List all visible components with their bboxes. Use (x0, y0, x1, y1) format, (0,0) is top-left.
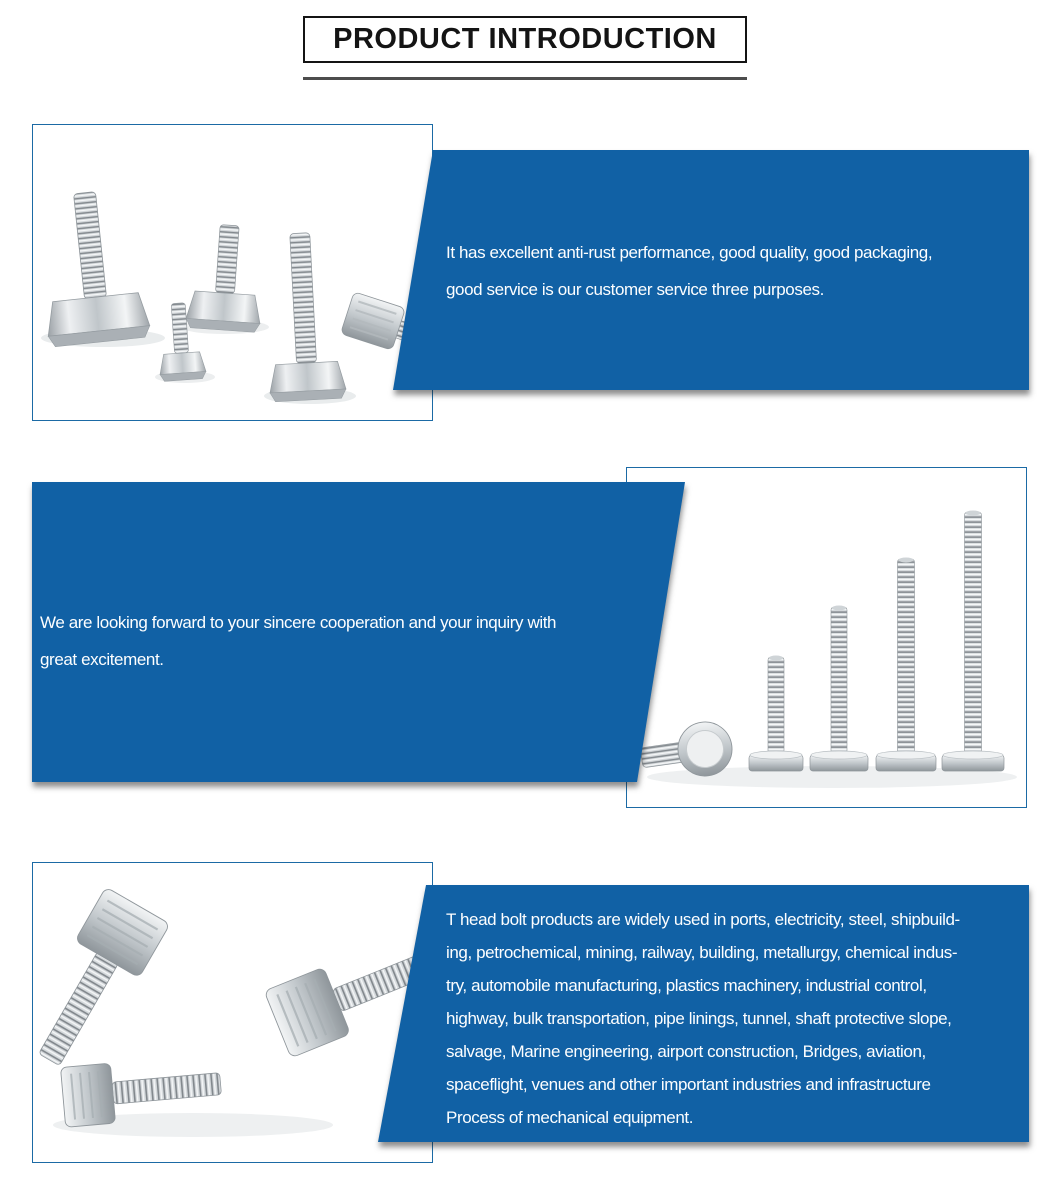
t-bolt-upright-icon (33, 887, 170, 1078)
t-bolt-tall-icon (262, 231, 347, 402)
panel-text-line: ing, petrochemical, mining, railway, building, metallurgy, chemical indus- (446, 943, 958, 962)
page-title: PRODUCT INTRODUCTION (333, 23, 717, 55)
panel-text-line: try, automobile manufacturing, plastics machinery, industrial control, (446, 976, 927, 995)
info-panel-2-text (40, 604, 556, 678)
panel-text-line: highway, bulk transportation, pipe linings, tunnel, shaft protective slope, (446, 1009, 952, 1028)
t-bolt-medium-icon (810, 606, 868, 772)
panel-text-line: It has excellent anti-rust performance, good quality, good packaging, (446, 243, 933, 262)
product-photo-frame-2 (626, 467, 1027, 808)
panel-text-line: We are looking forward to your sincere cooperation and your inquiry with (40, 613, 557, 632)
info-panel-1-text (446, 234, 932, 308)
t-bolt-large-icon (34, 187, 151, 347)
panel-text-line: salvage, Marine engineering, airport construction, Bridges, aviation, (446, 1042, 926, 1061)
t-bolts-size-lineup-photo (627, 468, 1026, 807)
panel-text-line: Process of mechanical equipment. (446, 1108, 694, 1127)
t-bolt-short-icon (749, 656, 803, 772)
t-bolt-long-icon (876, 558, 936, 772)
title-underline (303, 77, 747, 80)
panel-text-line: great excitement. (40, 650, 164, 669)
t-head-bolts-group-photo (33, 125, 432, 420)
panel-text-line: good service is our customer service three purposes. (446, 280, 824, 299)
panel-text-line: spaceflight, venues and other important industries and infrastructure (446, 1075, 931, 1094)
t-bolt-longest-icon (942, 511, 1004, 772)
product-photo-frame-1 (32, 124, 433, 421)
panel-text-line: T head bolt products are widely used in ports, electricity, steel, shipbuild- (446, 910, 960, 929)
t-bolt-medium-icon (185, 223, 266, 333)
section-title-box (303, 16, 747, 63)
info-panel-3-text (446, 903, 960, 1134)
